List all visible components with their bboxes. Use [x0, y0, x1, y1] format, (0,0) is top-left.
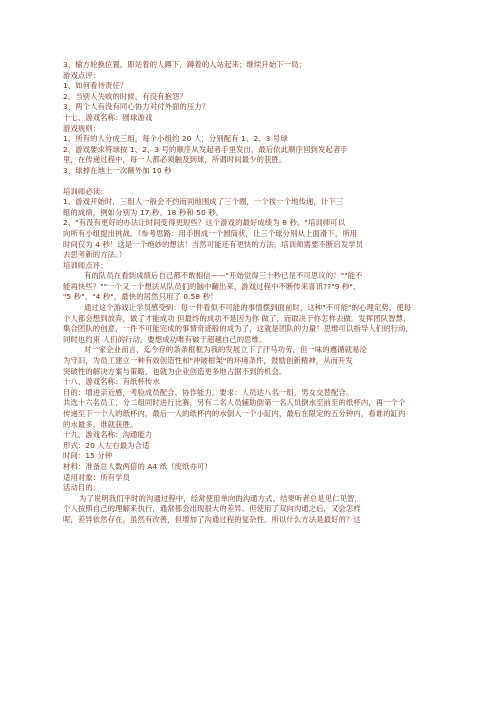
paragraph-line: 共选十六名员工，分二组同时进行比赛，另有二名人员辅助倒第一名人员倒水至前至的纸杯内，再一个个 — [63, 398, 406, 408]
game-title: 十八、游戏名称：有纸杯传水 — [63, 377, 160, 387]
section-heading: 游戏点评： — [63, 70, 101, 80]
section-heading: 培训师必读： — [63, 186, 108, 196]
paragraph-line: 呢，差异依然存在，虽然有改善，但增加了沟通过程的复杂性。所以什么方法是最好的？这 — [63, 514, 361, 524]
paragraph-line: 个人按照自己的理解来执行，通常都会出现很大的差异。但使用了双向沟通之后，又会怎样 — [63, 504, 361, 514]
list-item: 1、如何看待责任？ — [63, 81, 128, 91]
text-line: 目的：增进亲近感，考验成员配合、协作能力。要求：人员达八名一组，男女交替配合。 — [63, 387, 354, 397]
paragraph-line: 个人都会想到放弃，做了才能成功 但最终的成功不是因为你 做了，而取决于你怎样去做。发挥团队智慧， — [63, 313, 411, 323]
section-heading: 游戏规则： — [63, 123, 101, 133]
list-item: 3、两个人有没有同心协力对付外面的压力？ — [63, 102, 210, 112]
paragraph-line: 对一家企业而言，迄今存的条条框框为我的发展立下了汗马功劳，但一味的遵循就易沦 — [84, 345, 367, 355]
text-line: 材料：准备总人数两倍的 A4 纸（废纸亦可） — [63, 461, 212, 471]
list-item: 1、游戏开始时，三组人一般会不约而同地围成了三个圈，一个挨一个地传递，计下三 — [63, 197, 344, 207]
paragraph-line: 为了说明我们平时的沟通过程中，经常使用单向的沟通方式，结果听者总是见仁见智， — [79, 493, 362, 503]
text-line: 去思考新的方法。） — [63, 250, 127, 260]
text-line: 里，在传递过程中，每一人都必须触及到球，所谓时间最少的获胜。 — [63, 155, 287, 165]
game-title: 十九、游戏名称：沟通能力 — [63, 430, 153, 440]
paragraph-line: 为守旧，为员工建立一种有效创造性和"冲破框架"的环境条件，鼓励创新精神，从而开发 — [63, 356, 353, 366]
list-item: 2、"有没有更好的办法让时间变得更短些？这个游戏的最好成绩为 8 秒。"培训师可以 — [63, 218, 346, 228]
paragraph-line: "5 秒"、"4 秒"，最快的居然只用了 0.58 秒！ — [63, 292, 218, 302]
list-item: 3、球掉在地上一次额外加 10 秒 — [63, 165, 172, 175]
paragraph-line: 集合团队的创意，一件不可能完成的事情奇迹般的成为了，这就是团队的力量！思维可以指导人们的行动， — [63, 324, 413, 334]
paragraph-line: 的水最多，谁就获胜。 — [63, 419, 138, 429]
paragraph-line: 同时也约束 人们的行动，要想成功唯有破于超越自己的思维。 — [63, 334, 267, 344]
text-line: 适用对象：所有学员 — [63, 472, 131, 482]
text-line: 向所有小组提出挑战。（参考思路：用手围成一个圆筒状，让三个球分别从上面滑下，所用 — [63, 228, 358, 238]
paragraph-line: 能再快些？""一个又一个想法从队员们的脑中蹦出来，游戏过程中不断传来喜讯??"9 秒"、 — [63, 281, 361, 291]
paragraph-line: 传递至下一个人的纸杯内，最后一人的纸杯内的水倒入一个小缸内，最后在限定的五分钟内，看谁的缸内 — [63, 409, 406, 418]
blank-line — [63, 177, 460, 187]
list-item: 2、当别人失败的时候，有没有抱怨？ — [63, 91, 187, 101]
list-item: 1、所有的人分成三组，每个小组约 20 人，分别配有 1、2、3 号球 — [63, 134, 288, 144]
paragraph-line: 通过这个游戏让学员感受到：每一件看似不可能的事情摆到面前时，这种"不可能"的心理定势，使每 — [84, 303, 412, 313]
paragraph-line: 有的队员在看到成绩后自己都不敢相信——"开始觉得三十秒已是不可思议的！""能不 — [84, 271, 363, 281]
game-title: 十七、游戏名称：圆球游戏 — [63, 112, 153, 122]
text-line: 组的成绩，例如分别为 17 秒、18 秒和 50 秒。 — [63, 207, 224, 217]
section-heading: 活动目的： — [63, 483, 101, 493]
text-line: 时间仅为 4 秒！这是一个绝妙的想法！当然可能还有更快的方法，培训师需要不断启发学员 — [63, 239, 364, 249]
text-line: 3、输方轮换位置，即站着的人蹲下，蹲着的人站起来；继续开始下一局； — [63, 60, 307, 69]
list-item: 2、游戏要求将球按 1、2、3 号的顺序从发起者手里发出，最后依此顺序回到发起者手 — [63, 144, 348, 154]
section-heading: 培训师点评： — [63, 260, 108, 270]
paragraph-line: 突破性的解决方案与策略，也就为企业创造更多地占据不到的机会。 — [63, 366, 287, 376]
text-line: 时间：15 分钟 — [63, 451, 113, 461]
text-line: 形式：20 人左右最为合适 — [63, 440, 150, 450]
